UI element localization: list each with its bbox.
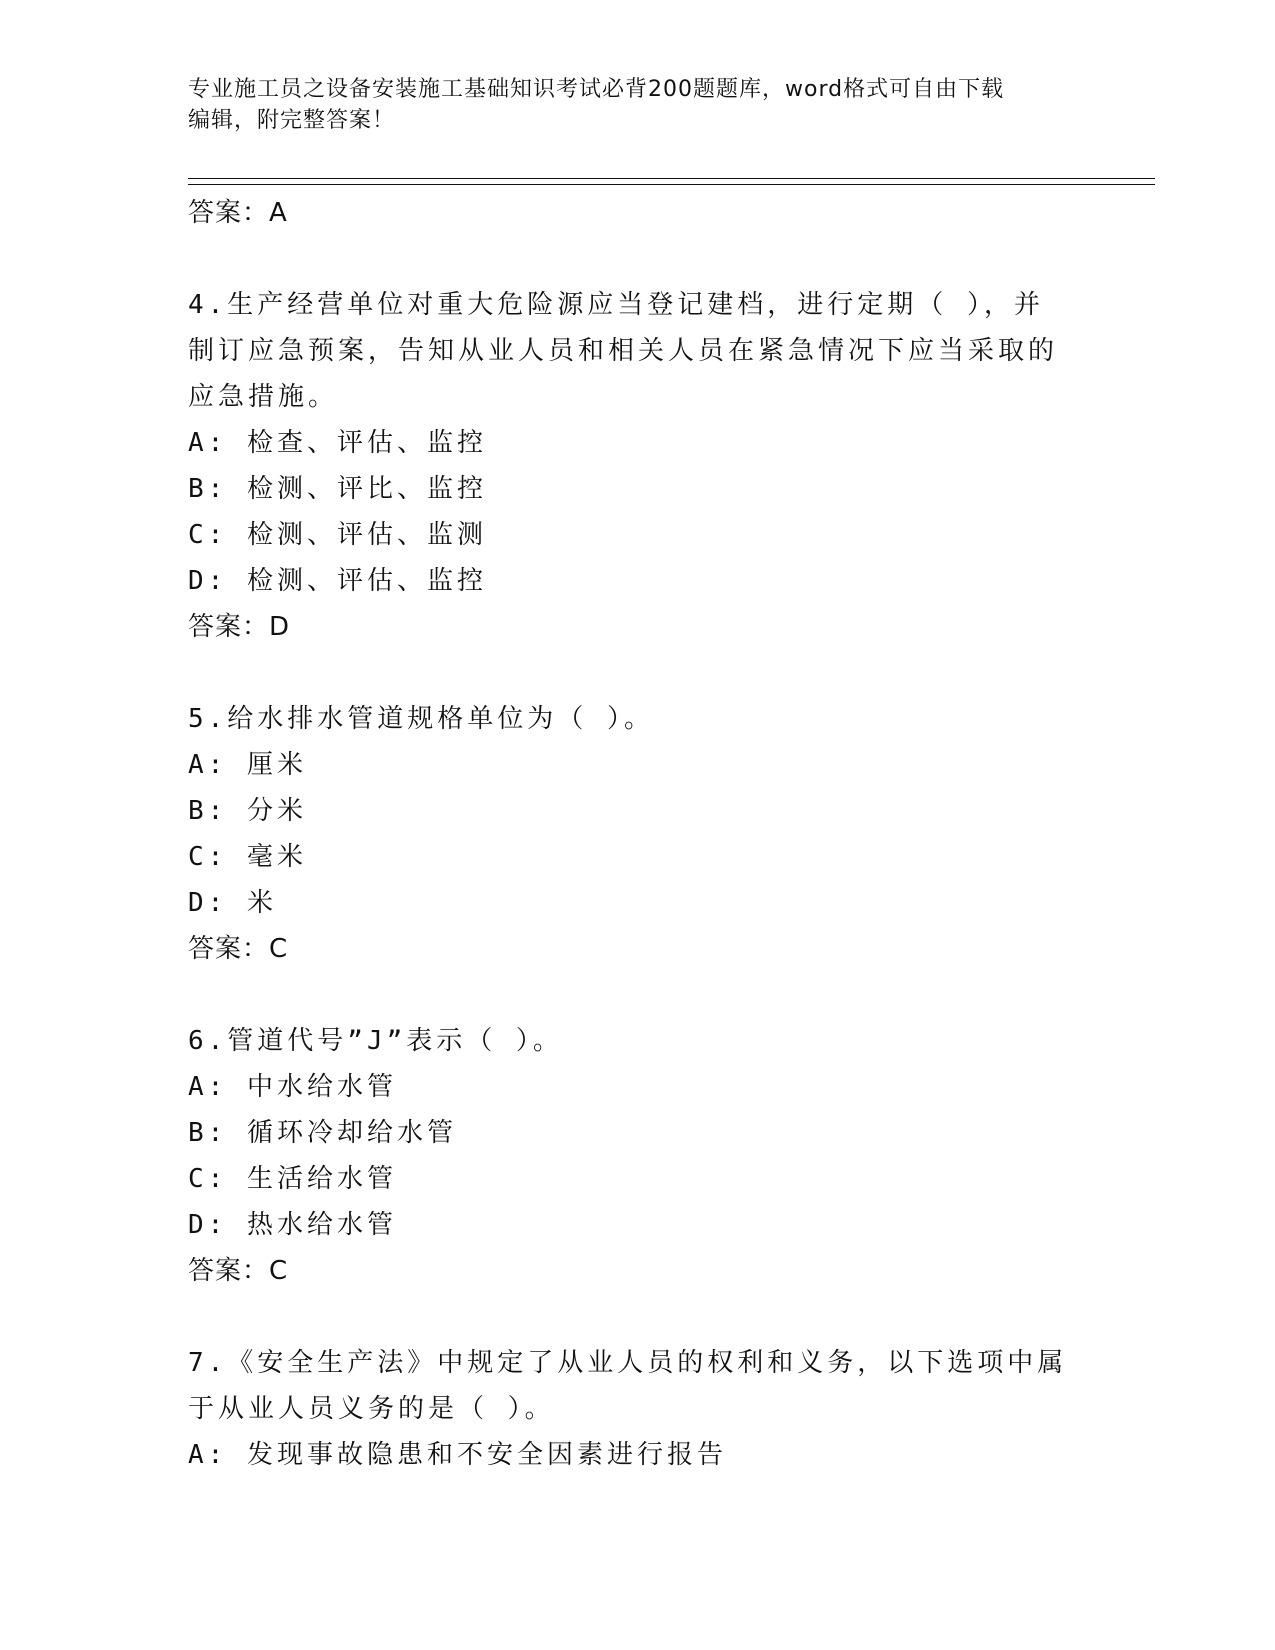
answer-line: 答案：C [188, 934, 289, 964]
spacer [188, 650, 1088, 696]
question-text: 4.生产经营单位对重大危险源应当登记建档，进行定期（ ），并制订应急预案，告知从业人员和相关人员在紧急情况下应当采取的应急措施。 [188, 290, 1059, 412]
question-7 [188, 1340, 1088, 1478]
question-content [188, 190, 1088, 1478]
option-d: D: 检测、评估、监控 [188, 566, 487, 596]
question-5 [188, 696, 1088, 972]
option-b: B: 分米 [188, 796, 307, 826]
option-c: C: 毫米 [188, 842, 307, 872]
option-a: A: 中水给水管 [188, 1072, 397, 1102]
document-header [188, 74, 1068, 136]
option-b: B: 循环冷却给水管 [188, 1118, 457, 1148]
question-text: 6.管道代号”J”表示（ ）。 [188, 1026, 563, 1056]
question-6 [188, 1018, 1088, 1294]
question-text: 7.《安全生产法》中规定了从业人员的权利和义务，以下选项中属于从业人员义务的是（ ）。 [188, 1348, 1068, 1424]
header-rule-top [188, 178, 1155, 179]
question-4 [188, 282, 1088, 650]
answer-line: 答案：D [188, 612, 291, 642]
option-a: A: 厘米 [188, 750, 307, 780]
option-a: A: 检查、评估、监控 [188, 428, 487, 458]
option-d: D: 热水给水管 [188, 1210, 397, 1240]
header-line-2: 编辑，附完整答案！ [188, 108, 396, 133]
option-c: C: 检测、评估、监测 [188, 520, 487, 550]
header-line-1: 专业施工员之设备安装施工基础知识考试必背200题题库，word格式可自由下载 [188, 77, 1005, 102]
header-rule-bottom [188, 184, 1155, 185]
answer-line: 答案：C [188, 1256, 289, 1286]
spacer [188, 972, 1088, 1018]
option-d: D: 米 [188, 888, 277, 918]
spacer [188, 236, 1088, 282]
spacer [188, 1294, 1088, 1340]
option-c: C: 生活给水管 [188, 1164, 397, 1194]
option-b: B: 检测、评比、监控 [188, 474, 487, 504]
question-text: 5.给水排水管道规格单位为（ ）。 [188, 704, 654, 734]
answer-line: 答案：A [188, 198, 288, 228]
option-a: A: 发现事故隐患和不安全因素进行报告 [188, 1440, 727, 1470]
